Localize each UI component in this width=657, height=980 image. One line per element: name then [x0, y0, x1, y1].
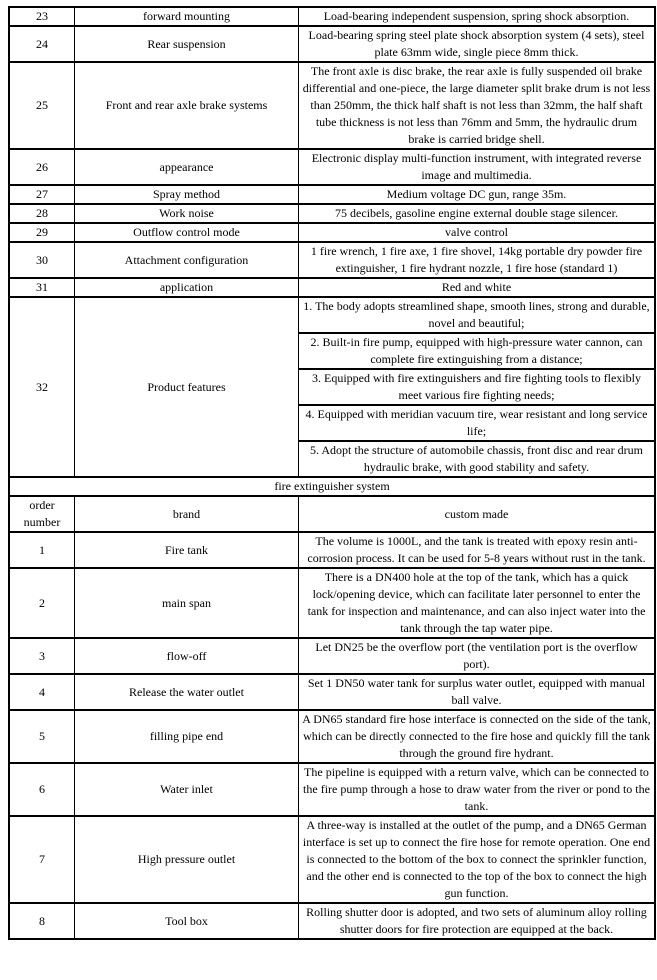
- item-value-cell: Let DN25 be the overflow port (the ventilation port is the overflow port).: [299, 638, 656, 674]
- item-name-cell: Release the water outlet: [75, 674, 299, 710]
- item-name-cell: Work noise: [75, 204, 299, 223]
- item-value-cell: There is a DN400 hole at the top of the tank, which has a quick lock/opening device, which can facilitate later personnel to enter the tank for inspection and maintenance, and can also inject water into the tank through the tap water pipe.: [299, 568, 656, 638]
- item-value-cell: Load-bearing spring steel plate shock absorption system (4 sets), steel plate 63mm wide, single piece 8mm thick.: [299, 26, 656, 62]
- order-number-cell: 27: [9, 185, 75, 204]
- item-value-cell: The pipeline is equipped with a return valve, which can be connected to the fire pump through a hose to draw water from the river or pond to the tank.: [299, 763, 656, 816]
- order-number-cell: 28: [9, 204, 75, 223]
- item-name-cell: appearance: [75, 149, 299, 185]
- feature-item-cell: 3. Equipped with fire extinguishers and fire fighting tools to flexibly meet various fire fighting needs;: [299, 369, 656, 405]
- item-name-cell: Product features: [75, 297, 299, 477]
- order-number-cell: 3: [9, 638, 75, 674]
- item-value-cell: 75 decibels, gasoline engine external double stage silencer.: [299, 204, 656, 223]
- item-name-cell: forward mounting: [75, 7, 299, 26]
- item-name-cell: Front and rear axle brake systems: [75, 62, 299, 149]
- order-number-cell: 29: [9, 223, 75, 242]
- order-number-cell: 2: [9, 568, 75, 638]
- item-value-cell: The front axle is disc brake, the rear axle is fully suspended oil brake differential and one-piece, the large diameter split brake drum is not less than 250mm, the thick half shaft is not less than 32mm, the half shaft tube thickness is not less than 76mm and 5mm, the hydraulic drum brake is carried bridge shell.: [299, 62, 656, 149]
- item-value-cell: Medium voltage DC gun, range 35m.: [299, 185, 656, 204]
- table-row: [9, 7, 655, 26]
- item-value-cell: Red and white: [299, 278, 656, 297]
- section-title: fire extinguisher system: [9, 477, 655, 496]
- item-value-cell: The volume is 1000L, and the tank is treated with epoxy resin anti-corrosion process. It can be used for 5-8 years without rust in the tank.: [299, 532, 656, 568]
- spec-table: [8, 6, 656, 940]
- item-value-cell: valve control: [299, 223, 656, 242]
- item-name-cell: flow-off: [75, 638, 299, 674]
- item-name-cell: main span: [75, 568, 299, 638]
- item-value-cell: 1 fire wrench, 1 fire axe, 1 fire shovel, 14kg portable dry powder fire extinguisher, 1 fire hydrant nozzle, 1 fire hose (standard 1): [299, 242, 656, 278]
- column-header-brand: brand: [75, 496, 299, 532]
- order-number-cell: 4: [9, 674, 75, 710]
- order-number-cell: 7: [9, 816, 75, 903]
- item-name-cell: Fire tank: [75, 532, 299, 568]
- table-row: [9, 638, 655, 674]
- order-number-cell: 32: [9, 297, 75, 477]
- table-row: [9, 710, 655, 763]
- item-value-cell: Electronic display multi-function instrument, with integrated reverse image and multimedia.: [299, 149, 656, 185]
- item-value-cell: A DN65 standard fire hose interface is connected on the side of the tank, which can be directly connected to the fire hose and quickly fill the tank through the ground fire hydrant.: [299, 710, 656, 763]
- order-number-cell: 23: [9, 7, 75, 26]
- table-row: [9, 278, 655, 297]
- item-value-cell: Set 1 DN50 water tank for surplus water outlet, equipped with manual ball valve.: [299, 674, 656, 710]
- order-number-cell: 25: [9, 62, 75, 149]
- column-header-order-number: order number: [9, 496, 75, 532]
- item-value-cell: Rolling shutter door is adopted, and two sets of aluminum alloy rolling shutter doors for fire protection are equipped at the back.: [299, 903, 656, 939]
- order-number-cell: 26: [9, 149, 75, 185]
- item-value-cell: Load-bearing independent suspension, spring shock absorption.: [299, 7, 656, 26]
- table-row: [9, 903, 655, 939]
- item-name-cell: Rear suspension: [75, 26, 299, 62]
- feature-item-cell: 1. The body adopts streamlined shape, smooth lines, strong and durable, novel and beautiful;: [299, 297, 656, 333]
- feature-item-cell: 2. Built-in fire pump, equipped with high-pressure water cannon, can complete fire extinguishing from a distance;: [299, 333, 656, 369]
- table-row-product-features: [9, 297, 655, 333]
- order-number-cell: 1: [9, 532, 75, 568]
- table-row: [9, 674, 655, 710]
- table-row: [9, 185, 655, 204]
- table-row: [9, 532, 655, 568]
- order-number-cell: 5: [9, 710, 75, 763]
- table-row: [9, 149, 655, 185]
- table-row: [9, 204, 655, 223]
- order-number-cell: 6: [9, 763, 75, 816]
- table-row: [9, 816, 655, 903]
- item-name-cell: application: [75, 278, 299, 297]
- item-name-cell: Tool box: [75, 903, 299, 939]
- column-header-custom-made: custom made: [299, 496, 656, 532]
- item-name-cell: filling pipe end: [75, 710, 299, 763]
- order-number-cell: 8: [9, 903, 75, 939]
- item-value-cell: A three-way is installed at the outlet of the pump, and a DN65 German interface is set up to connect the fire hose for remote operation. One end is connected to the bottom of the box to connect the sprinkler function, and the other end is connected to the top of the box to connect the high gun function.: [299, 816, 656, 903]
- feature-item-cell: 4. Equipped with meridian vacuum tire, wear resistant and long service life;: [299, 405, 656, 441]
- order-number-cell: 30: [9, 242, 75, 278]
- table-row: [9, 62, 655, 149]
- order-number-cell: 31: [9, 278, 75, 297]
- table-row: [9, 242, 655, 278]
- table-row: [9, 568, 655, 638]
- item-name-cell: Outflow control mode: [75, 223, 299, 242]
- item-name-cell: High pressure outlet: [75, 816, 299, 903]
- item-name-cell: Attachment configuration: [75, 242, 299, 278]
- section-header-row: [9, 477, 655, 496]
- feature-item-cell: 5. Adopt the structure of automobile chassis, front disc and rear drum hydraulic brake, with good stability and safety.: [299, 441, 656, 477]
- table-row: [9, 763, 655, 816]
- column-header-row: [9, 496, 655, 532]
- table-row: [9, 26, 655, 62]
- order-number-cell: 24: [9, 26, 75, 62]
- item-name-cell: Spray method: [75, 185, 299, 204]
- table-row: [9, 223, 655, 242]
- item-name-cell: Water inlet: [75, 763, 299, 816]
